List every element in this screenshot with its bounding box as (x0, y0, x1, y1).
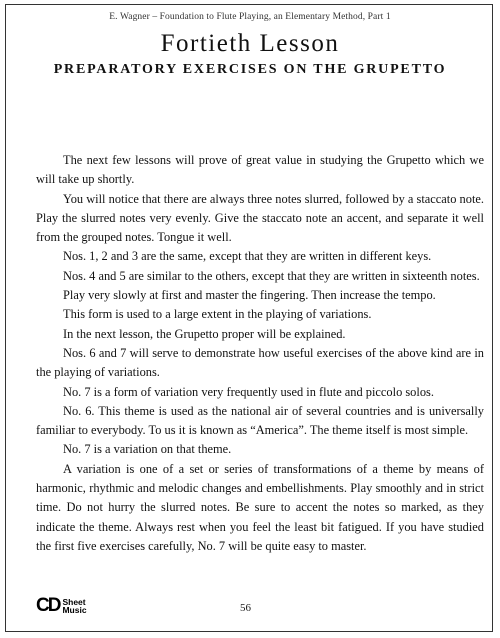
logo-text (62, 598, 86, 614)
paragraph: A variation is one of a set or series of transformations of a theme by means of harmonic, rhythmic and melodic changes and embellishments. Play smoothly and in strict time. Do not hurry the slurred notes. Be sure to accent the notes so marked, as they indicate the theme. Always rest when you feel the least bit fatigued. If you have studied the first five exercises carefully, No. 7 will be quite easy to master. (36, 461, 484, 553)
paragraph: This form is used to a large extent in the playing of variations. (63, 307, 372, 322)
paragraph: No. 6. This theme is used as the national air of several countries and is universally familiar to everybody. To us it is known as “America”. The theme itself is most simple. (36, 403, 484, 438)
paragraph: Nos. 1, 2 and 3 are the same, except that they are written in different keys. (63, 249, 432, 264)
paragraph: Nos. 6 and 7 will serve to demonstrate how useful exercises of the above kind are in the playing of variations. (36, 345, 484, 380)
page-footer (0, 596, 500, 626)
logo-line-2: Music (62, 605, 87, 615)
paragraph: Nos. 4 and 5 are similar to the others, except that they are written in sixteenth notes. (63, 268, 480, 283)
paragraph: The next few lessons will prove of great value in studying the Grupetto which we will take up shortly. (36, 153, 484, 187)
page-number: 56 (240, 602, 251, 614)
running-header: E. Wagner – Foundation to Flute Playing, an Elementary Method, Part 1 (109, 12, 391, 22)
sheet-music-logo (36, 596, 87, 616)
paragraph: No. 7 is a variation on that theme. (63, 442, 232, 457)
lesson-subtitle: PREPARATORY EXERCISES ON THE GRUPETTO (53, 62, 447, 77)
logo-mark: CD (36, 595, 60, 616)
lesson-title: Fortieth Lesson (160, 30, 340, 57)
paragraph: Play very slowly at first and master the fingering. Then increase the tempo. (63, 288, 436, 303)
paragraph: No. 7 is a form of variation very frequently used in flute and piccolo solos. (63, 384, 434, 399)
paragraph: In the next lesson, the Grupetto proper will be explained. (63, 326, 346, 341)
paragraph: You will notice that there are always three notes slurred, followed by a staccato note. Play the slurred notes very evenly. Give the staccato note an accent, and separate it well from the grouped notes. Tongue it well. (36, 191, 484, 245)
logo-line-1: Sheet (62, 597, 86, 607)
lesson-body (36, 151, 484, 556)
